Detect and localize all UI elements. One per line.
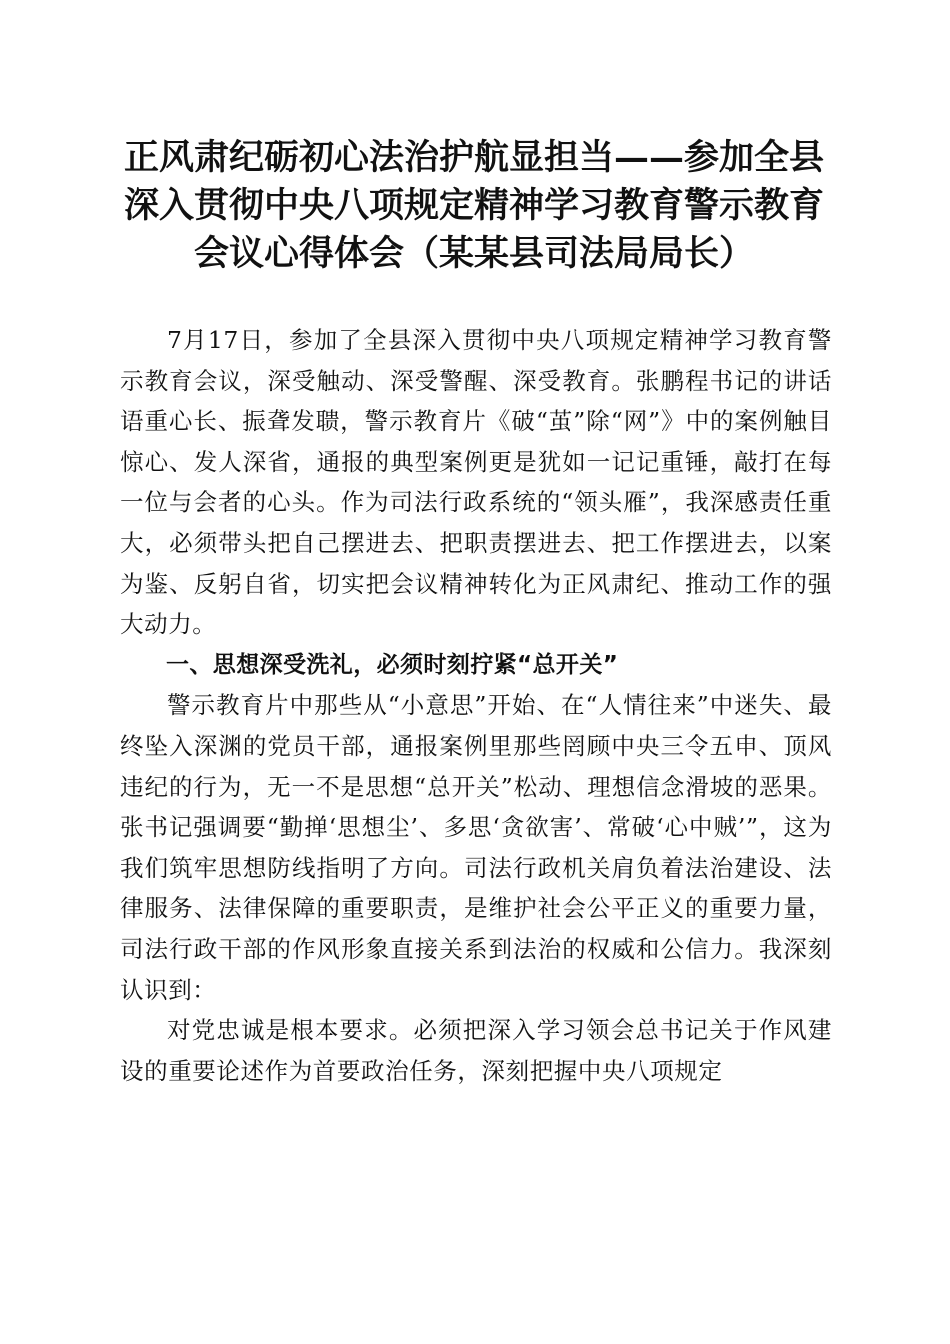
section-heading-1: 一、思想深受洗礼，必须时刻拧紧“总开关” [166,651,619,678]
title-line-2: 深入贯彻中央八项规定精神学习教育警示教育 [123,185,824,226]
document-title [118,134,830,278]
title-line-3: 会议心得体会（某某县司法局局长） [193,233,754,274]
intro-paragraph: 7月17日，参加了全县深入贯彻中央八项规定精神学习教育警示教育会议，深受触动、深受警醒、深受教育。张鹏程书记的讲话语重心长、振聋发聩，警示教育片《破“茧”除“网”》中的案例触目惊心、发人深省，通报的典型案例更是犹如一记记重锤，敲打在每一位与会者的心头。作为司法行政系统的“领头雁”，我深感责任重大，必须带头把自己摆进去、把职责摆进去、把工作摆进去，以案为鉴、反躬自省，切实把会议精神转化为正风肃纪、推动工作的强大动力。 [120,326,832,639]
section-1-paragraph-2: 对党忠诚是根本要求。必须把深入学习领会总书记关于作风建设的重要论述作为首要政治任务，深刻把握中央八项规定 [120,1016,832,1085]
document-body [120,320,832,1091]
section-1-paragraph-1: 警示教育片中那些从“小意思”开始、在“人情往来”中迷失、最终坠入深渊的党员干部，通报案例里那些罔顾中央三令五申、顶风违纪的行为，无一不是思想“总开关”松动、理想信念滑坡的恶果。张书记强调要“勤掸‘思想尘’、多思‘贪欲害’、常破‘心中贼’”，这为我们筑牢思想防线指明了方向。司法行政机关肩负着法治建设、法律服务、法律保障的重要职责，是维护社会公平正义的重要力量，司法行政干部的作风形象直接关系到法治的权威和公信力。我深刻认识到： [120,691,832,1004]
title-line-1: 正风肃纪砺初心法治护航显担当——参加全县 [123,137,824,178]
